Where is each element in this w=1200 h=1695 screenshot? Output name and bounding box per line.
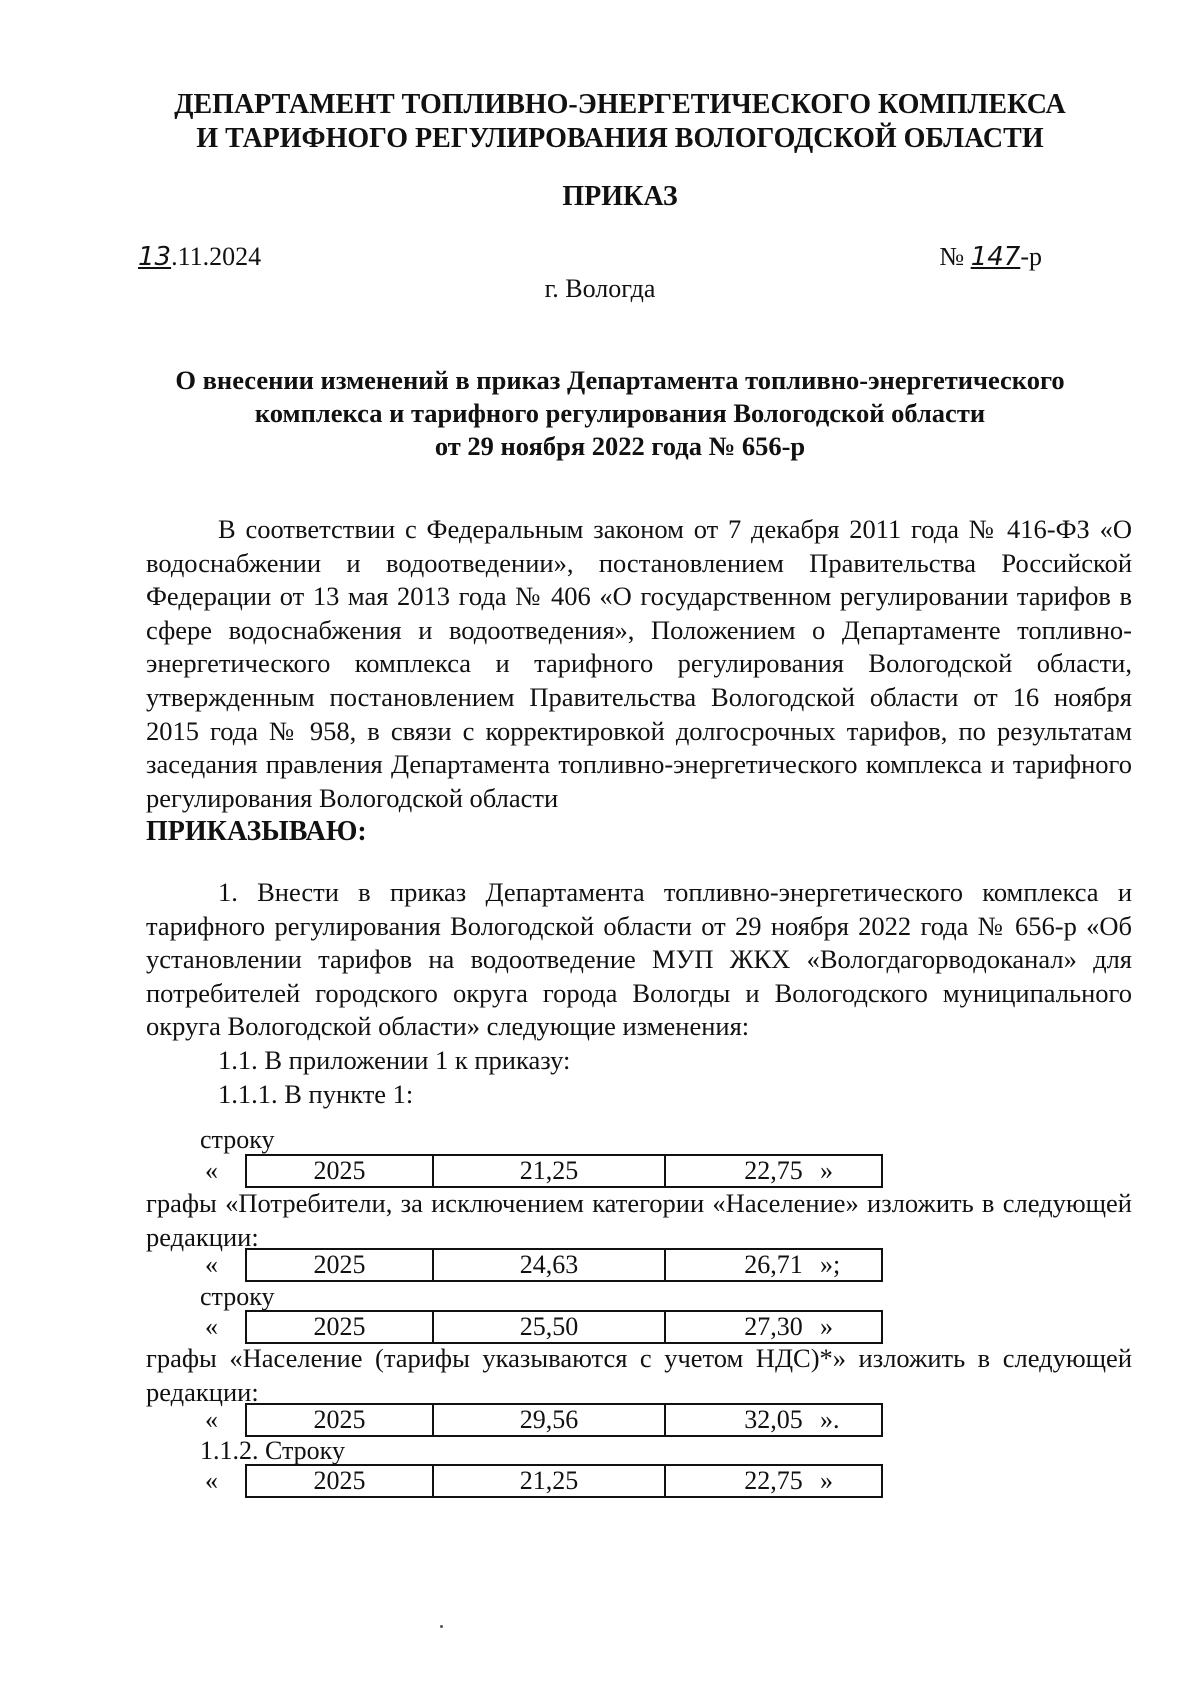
row1-value-2: 22,75 [665,1155,882,1187]
order-title [140,364,1100,463]
row1-value-1: 21,25 [433,1155,665,1187]
number-prefix: № [939,242,965,271]
row2-open-quote: « [205,1250,218,1279]
row4-value-1: 29,56 [433,1404,665,1436]
order-number [939,240,1042,274]
row4-open-quote: « [205,1405,218,1434]
item-1 [146,876,1132,1111]
date-day-handwritten: 13 [138,242,172,272]
row4-close-quote: ». [820,1405,840,1434]
row3-open-quote: « [205,1312,218,1341]
row2-value-1: 24,63 [433,1249,665,1281]
row3-year: 2025 [246,1311,433,1343]
row3-value-2: 27,30 [665,1311,882,1343]
department-heading [140,88,1100,156]
title-line-2: комплекса и тарифного регулирования Вологодской области [254,398,986,428]
item-1-1: 1.1. В приложении 1 к приказу: [218,1044,571,1075]
item-1-1-1: 1.1.1. В пункте 1: [218,1078,414,1109]
row2-close-quote: »; [820,1250,841,1279]
tariff-row-5 [245,1464,883,1498]
row5-value-1: 21,25 [433,1465,665,1497]
text-after-row-1: графы «Потребители, за исключением категории «Население» изложить в следующей редакции: [146,1188,1132,1252]
row5-open-quote: « [205,1466,218,1495]
text-after-row-3: графы «Население (тарифы указываются с учетом НДС)*» изложить в следующей редакции: [146,1343,1132,1407]
row2-year: 2025 [246,1249,433,1281]
department-line-1: ДЕПАРТАМЕНТ ТОПЛИВНО-ЭНЕРГЕТИЧЕСКОГО КОМПЛЕКСА [174,89,1066,120]
number-suffix: -р [1020,242,1042,271]
date-rest: .11.2024 [171,242,262,271]
row4-value-2: 32,05 [665,1404,882,1436]
order-word: ПРИКАЗЫВАЮ: [146,816,367,848]
tariff-row-4 [245,1403,883,1437]
city: г. Вологда [544,274,656,303]
row5-close-quote: » [820,1466,833,1495]
tariff-row-2 [245,1248,883,1282]
row-word-1: строку [200,1125,275,1154]
preamble-text: В соответствии с Федеральным законом от 7 декабря 2011 года № 416-ФЗ «О водоснабжении и водоотведении», постановлением Правительства Российской Федерации от 13 мая 2013 года № 406 «О государственном регулировании тарифов в сфере водоснабжения и водоотведения», Положением о Департаменте топливно-энергетического комплекса и тарифного регулирования Вологодской области, утвержденным постановлением Правительства Вологодской области от 16 ноября 2015 года № 958, в связи с корректировкой долгосрочных тарифов, по результатам заседания правления Департамента топливно-энергетического комплекса и тарифного регулирования Вологодской области [146,514,1132,813]
title-line-3: от 29 ноября 2022 года № 656-р [434,431,806,461]
row5-value-2: 22,75 [665,1465,882,1497]
row1-close-quote: » [820,1156,833,1185]
department-line-2: И ТАРИФНОГО РЕГУЛИРОВАНИЯ ВОЛОГОДСКОЙ ОБЛАСТИ [196,123,1044,154]
tariff-row-3 [245,1310,883,1344]
row1-year: 2025 [246,1155,433,1187]
preamble [146,513,1132,849]
title-line-1: О внесении изменений в приказ Департамента топливно-энергетического [175,365,1065,395]
scan-speck [440,1625,443,1628]
number-handwritten: 147 [970,242,1021,272]
doc-type: ПРИКАЗ [562,181,678,212]
row3-value-1: 25,50 [433,1311,665,1343]
order-date [138,240,261,274]
row2-value-2: 26,71 [665,1249,882,1281]
row4-year: 2025 [246,1404,433,1436]
tariff-row-1 [245,1154,883,1188]
row5-year: 2025 [246,1465,433,1497]
item-1-text: 1. Внести в приказ Департамента топливно-энергетического комплекса и тарифного регулирования Вологодской области от 29 ноября 2022 года № 656-р «Об установлении тарифов на водоотведение МУП ЖКХ «Вологдагорводоканал» для потребителей городского округа города Вологды и Вологодского муниципального округа Вологодской области» следующие изменения: [146,877,1132,1042]
row-word-2: строку [200,1282,275,1311]
row3-close-quote: » [820,1312,833,1341]
row1-open-quote: « [205,1156,218,1185]
item-1-1-2: 1.1.2. Строку [200,1436,345,1465]
